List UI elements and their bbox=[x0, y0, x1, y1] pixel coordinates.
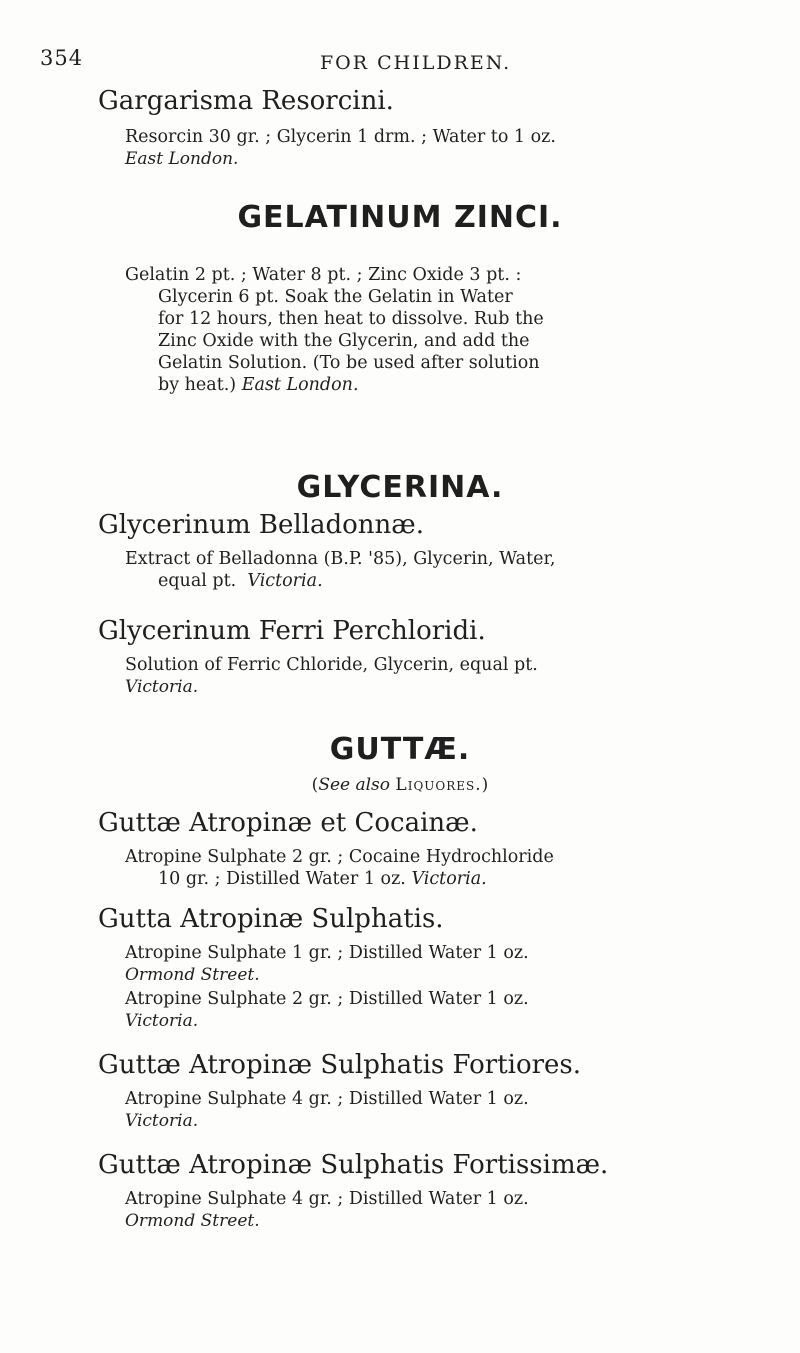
fortiores-source: Victoria. bbox=[125, 1111, 199, 1131]
sulphatis-source-1: Ormond Street. bbox=[125, 965, 260, 985]
atropinae-cocainae-line-1: Atropine Sulphate 2 gr. ; Cocaine Hydrochloride bbox=[125, 847, 554, 867]
entry-title-fortissimae: Guttæ Atropinæ Sulphatis Fortissimæ. bbox=[98, 1150, 609, 1180]
fortissimae-line-1: Atropine Sulphate 4 gr. ; Distilled Water 1 oz. bbox=[125, 1189, 529, 1209]
see-also-note: (See also Liquores.) bbox=[311, 775, 489, 795]
fortiores-line-1: Atropine Sulphate 4 gr. ; Distilled Water 1 oz. bbox=[125, 1089, 529, 1109]
entry-title-gargarisma: Gargarisma Resorcini. bbox=[98, 86, 394, 116]
entry-title-sulphatis: Gutta Atropinæ Sulphatis. bbox=[98, 904, 444, 934]
gelatinum-line-6-text: by heat.) bbox=[158, 375, 237, 395]
see-also-prefix: See also bbox=[318, 775, 391, 795]
gelatinum-line-5: Gelatin Solution. (To be used after solution bbox=[158, 353, 540, 373]
belladonna-line-1: Extract of Belladonna (B.P. '85), Glycerin, Water, bbox=[125, 549, 556, 569]
entry-title-ferri: Glycerinum Ferri Perchloridi. bbox=[98, 616, 486, 646]
gelatinum-line-1: Gelatin 2 pt. ; Water 8 pt. ; Zinc Oxide 3 pt. : bbox=[125, 265, 522, 285]
gargarisma-formula: Resorcin 30 gr. ; Glycerin 1 drm. ; Water to 1 oz. bbox=[125, 127, 556, 147]
sulphatis-line-2: Atropine Sulphate 2 gr. ; Distilled Water 1 oz. bbox=[125, 989, 529, 1009]
section-heading-guttae: GUTTÆ. bbox=[329, 732, 471, 767]
belladonna-line-2-text: equal pt. bbox=[158, 571, 237, 591]
atropinae-cocainae-line-2 bbox=[158, 868, 487, 890]
entry-title-fortiores: Guttæ Atropinæ Sulphatis Fortiores. bbox=[98, 1050, 582, 1080]
atropinae-cocainae-source: Victoria. bbox=[411, 869, 487, 889]
sulphatis-source-2: Victoria. bbox=[125, 1011, 199, 1031]
gelatinum-line-6 bbox=[158, 374, 359, 396]
entry-title-belladonna: Glycerinum Belladonnæ. bbox=[98, 510, 424, 540]
section-heading-glycerina: GLYCERINA. bbox=[296, 470, 504, 505]
fortissimae-source: Ormond Street. bbox=[125, 1211, 260, 1231]
page-number: 354 bbox=[40, 46, 84, 70]
ferri-line-1: Solution of Ferric Chloride, Glycerin, equal pt. bbox=[125, 655, 538, 675]
gelatinum-line-2: Glycerin 6 pt. Soak the Gelatin in Water bbox=[158, 287, 513, 307]
gelatinum-source: East London. bbox=[241, 375, 359, 395]
gelatinum-line-3: for 12 hours, then heat to dissolve. Rub the bbox=[158, 309, 544, 329]
ferri-source: Victoria. bbox=[125, 677, 199, 697]
see-also-reference: Liquores. bbox=[395, 775, 482, 795]
belladonna-line-2 bbox=[158, 570, 323, 592]
entry-title-atropinae-cocainae: Guttæ Atropinæ et Cocainæ. bbox=[98, 808, 478, 838]
atropinae-cocainae-line-2-text: 10 gr. ; Distilled Water 1 oz. bbox=[158, 869, 406, 889]
running-head: FOR CHILDREN. bbox=[320, 52, 512, 74]
gargarisma-source: East London. bbox=[125, 149, 239, 169]
belladonna-source: Victoria. bbox=[247, 571, 323, 591]
sulphatis-line-1: Atropine Sulphate 1 gr. ; Distilled Water 1 oz. bbox=[125, 943, 529, 963]
section-heading-gelatinum: GELATINUM ZINCI. bbox=[237, 200, 563, 235]
gelatinum-line-4: Zinc Oxide with the Glycerin, and add the bbox=[158, 331, 530, 351]
